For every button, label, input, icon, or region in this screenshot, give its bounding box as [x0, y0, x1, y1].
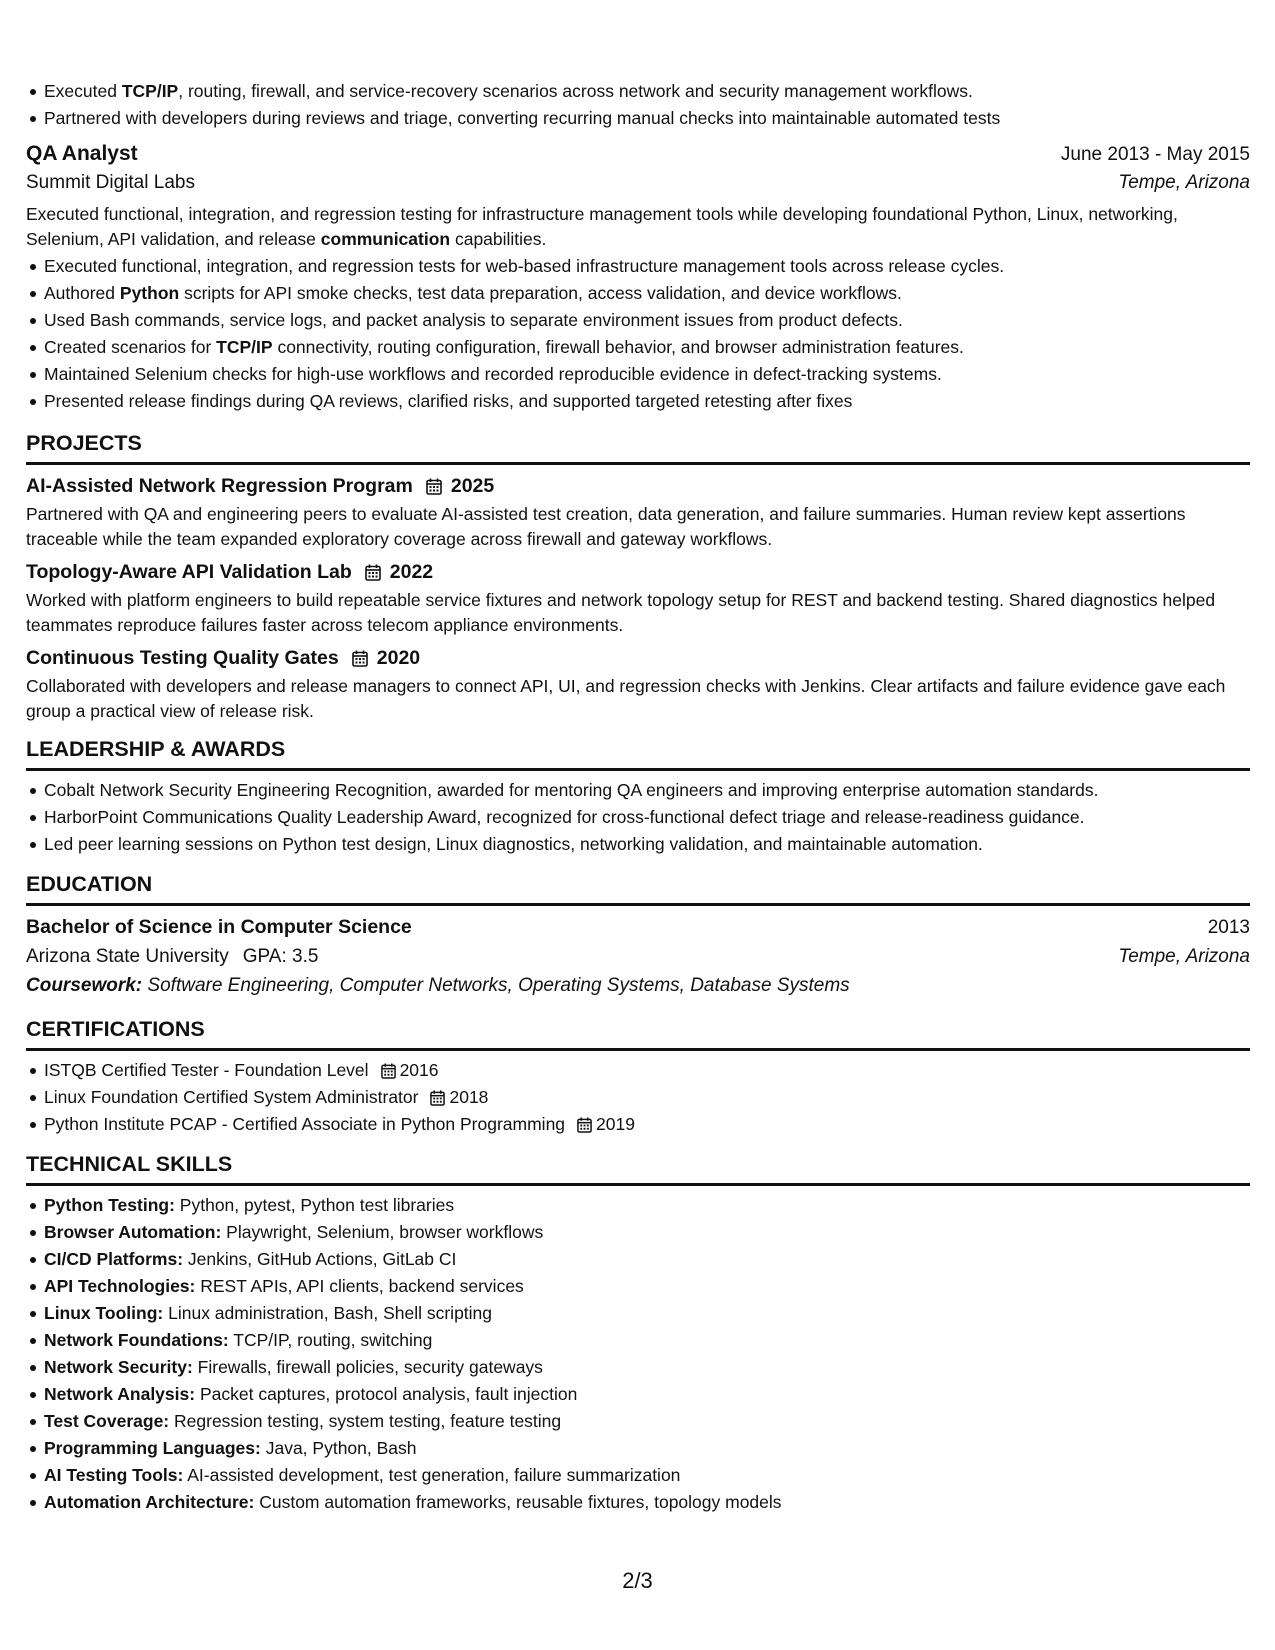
skills-list — [26, 1192, 1250, 1516]
project-name: AI-Assisted Network Regression Program — [26, 475, 413, 497]
section-title: TECHNICAL SKILLS — [26, 1152, 1250, 1186]
list-item: AI Testing Tools: AI-assisted development, test generation, failure summarization — [26, 1462, 1250, 1489]
section-title: EDUCATION — [26, 872, 1250, 906]
certifications-list — [26, 1057, 1250, 1138]
list-item: Programming Languages: Java, Python, Bash — [26, 1435, 1250, 1462]
project-entry — [26, 561, 1250, 637]
section-title: PROJECTS — [26, 431, 1250, 465]
skills-section — [26, 1152, 1250, 1516]
experience-continued-bullets — [26, 78, 1250, 132]
list-item: HarborPoint Communications Quality Leadership Award, recognized for cross-functional defect triage and release-readiness guidance. — [26, 804, 1250, 831]
list-item: Partnered with developers during reviews and triage, converting recurring manual checks into maintainable automated tests — [26, 105, 1250, 132]
section-title: CERTIFICATIONS — [26, 1017, 1250, 1051]
leadership-list — [26, 777, 1250, 858]
list-item: Presented release findings during QA reviews, clarified risks, and supported targeted retesting after fixes — [26, 388, 1250, 415]
graduation-year: 2013 — [1207, 917, 1250, 938]
calendar-icon — [430, 1090, 445, 1106]
projects-section — [26, 431, 1250, 723]
school-name: Arizona State University — [26, 946, 229, 967]
gpa: GPA: 3.5 — [242, 946, 319, 967]
page-number: 2/3 — [622, 1568, 653, 1593]
list-item: Linux Tooling: Linux administration, Bash, Shell scripting — [26, 1300, 1250, 1327]
list-item: Network Security: Firewalls, firewall policies, security gateways — [26, 1354, 1250, 1381]
education-section — [26, 872, 1250, 997]
list-item: Automation Architecture: Custom automation frameworks, reusable fixtures, topology models — [26, 1489, 1250, 1516]
list-item: Led peer learning sessions on Python test design, Linux diagnostics, networking validation, and maintainable automation. — [26, 831, 1250, 858]
project-year: 2020 — [376, 647, 421, 669]
degree-name: Bachelor of Science in Computer Science — [26, 916, 412, 938]
job-summary: Executed functional, integration, and regression testing for infrastructure management tools while developing foundational Python, Linux, networking, Selenium, API validation, and release communication capabilities. — [26, 204, 1178, 249]
project-entry — [26, 475, 1250, 551]
cert-year: 2019 — [596, 1114, 635, 1134]
project-description: Collaborated with developers and release managers to connect API, UI, and regression checks with Jenkins. Clear artifacts and failure evidence gave each group a practical view of release risk. — [26, 676, 1226, 721]
list-item: Browser Automation: Playwright, Selenium, browser workflows — [26, 1219, 1250, 1246]
project-year: 2022 — [389, 561, 434, 583]
job-bullets — [26, 253, 1250, 415]
list-item: Linux Foundation Certified System Administrator 2018 — [26, 1084, 1250, 1111]
project-name: Topology-Aware API Validation Lab — [26, 561, 352, 583]
list-item: Test Coverage: Regression testing, system testing, feature testing — [26, 1408, 1250, 1435]
cert-year: 2018 — [449, 1087, 489, 1107]
job-entry — [26, 142, 1250, 415]
job-title: QA Analyst — [26, 142, 138, 165]
section-title: LEADERSHIP & AWARDS — [26, 737, 1250, 771]
calendar-icon — [365, 564, 381, 581]
project-name: Continuous Testing Quality Gates — [26, 647, 339, 669]
company-name: Summit Digital Labs — [26, 172, 195, 193]
project-description: Partnered with QA and engineering peers to evaluate AI-assisted test creation, data generation, and failure summaries. Human review kept assertions traceable while the team expanded exploratory coverage across firewall and gateway workflows. — [26, 504, 1186, 549]
list-item: Executed functional, integration, and regression tests for web-based infrastructure management tools across release cycles. — [26, 253, 1250, 280]
list-item: Python Institute PCAP - Certified Associate in Python Programming 2019 — [26, 1111, 1250, 1138]
list-item: Network Foundations: TCP/IP, routing, switching — [26, 1327, 1250, 1354]
coursework: Coursework: Software Engineering, Computer Networks, Operating Systems, Database Systems — [26, 975, 850, 996]
list-item: Authored Python scripts for API smoke checks, test data preparation, access validation, and device workflows. — [26, 280, 1250, 307]
cert-year: 2016 — [399, 1060, 439, 1080]
calendar-icon — [577, 1117, 592, 1133]
list-item: Cobalt Network Security Engineering Recognition, awarded for mentoring QA engineers and improving enterprise automation standards. — [26, 777, 1250, 804]
job-location: Tempe, Arizona — [1118, 172, 1250, 193]
calendar-icon — [381, 1063, 396, 1079]
certifications-section — [26, 1017, 1250, 1138]
project-description: Worked with platform engineers to build repeatable service fixtures and network topology setup for REST and backend testing. Shared diagnostics helped teammates reproduce failures faster across telecom appliance environments. — [26, 590, 1216, 635]
list-item: Maintained Selenium checks for high-use workflows and recorded reproducible evidence in defect-tracking systems. — [26, 361, 1250, 388]
list-item: Used Bash commands, service logs, and packet analysis to separate environment issues from product defects. — [26, 307, 1250, 334]
list-item: CI/CD Platforms: Jenkins, GitHub Actions, GitLab CI — [26, 1246, 1250, 1273]
school-location: Tempe, Arizona — [1118, 946, 1250, 967]
job-dates: June 2013 - May 2015 — [1060, 144, 1250, 165]
list-item: API Technologies: REST APIs, API clients, backend services — [26, 1273, 1250, 1300]
project-entry — [26, 647, 1250, 723]
list-item: Executed TCP/IP, routing, firewall, and service-recovery scenarios across network and security management workflows. — [26, 78, 1250, 105]
leadership-section — [26, 737, 1250, 858]
calendar-icon — [426, 478, 442, 495]
project-year: 2025 — [450, 475, 495, 497]
calendar-icon — [352, 650, 368, 667]
list-item: Created scenarios for TCP/IP connectivity, routing configuration, firewall behavior, and browser administration features. — [26, 334, 1250, 361]
list-item: ISTQB Certified Tester - Foundation Level 2016 — [26, 1057, 1250, 1084]
resume-page — [26, 78, 1250, 1516]
list-item: Network Analysis: Packet captures, protocol analysis, fault injection — [26, 1381, 1250, 1408]
list-item: Python Testing: Python, pytest, Python test libraries — [26, 1192, 1250, 1219]
